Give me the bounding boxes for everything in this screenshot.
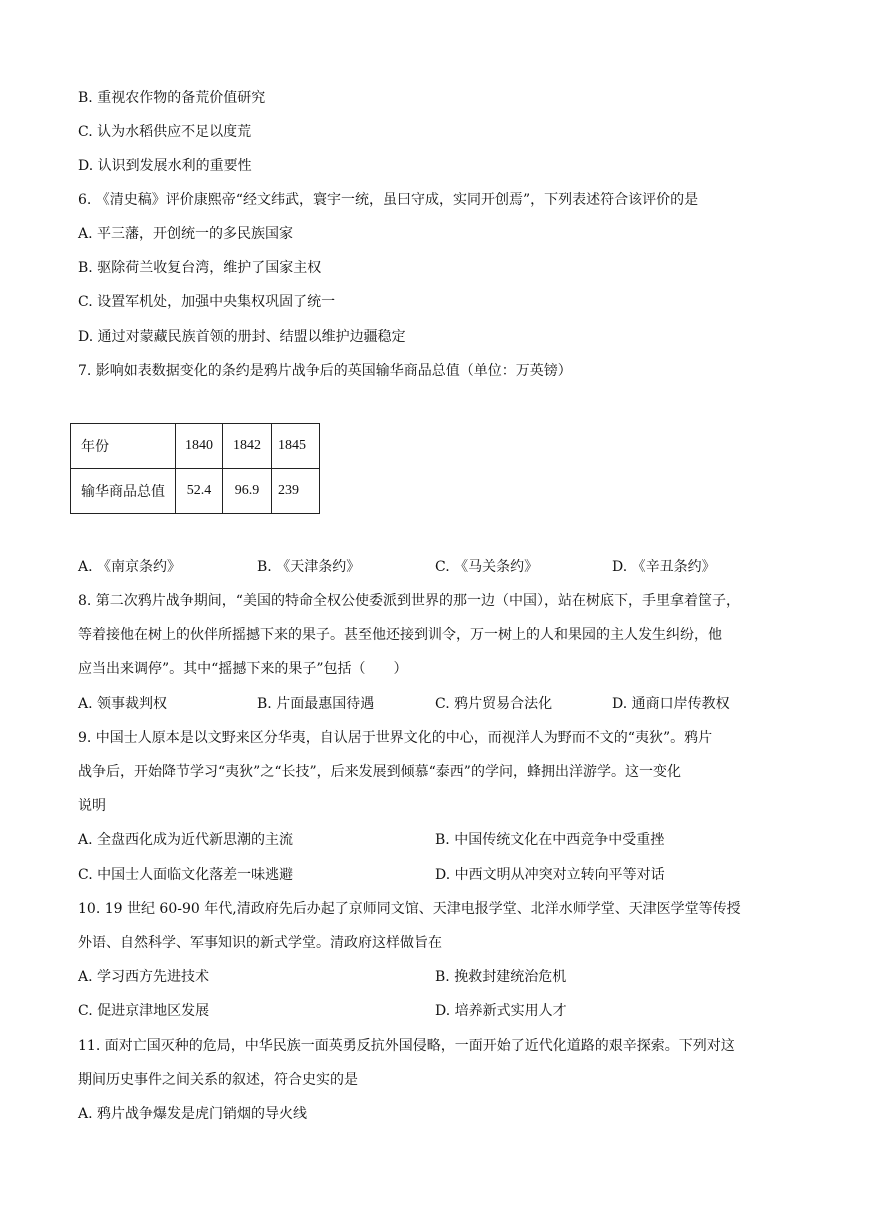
q9-option-c: C. 中国士人面临文化落差一味逃避: [78, 867, 294, 883]
q7-option-b: B. 《天津条约》: [257, 559, 361, 575]
q9-option-b: B. 中国传统文化在中西竞争中受重挫: [435, 832, 665, 848]
table-row: [71, 469, 320, 514]
q5-option-b: B. 重视农作物的备荒价值研究: [78, 90, 266, 106]
q9-option-a: A. 全盘西化成为近代新思潮的主流: [78, 832, 294, 848]
table-cell: 1845: [272, 424, 320, 469]
q11-stem-line-1: 11. 面对亡国灭种的危局，中华民族一面英勇反抗外国侵略，一面开始了近代化道路的艰辛探索。下列对这: [78, 1038, 735, 1054]
table-cell: 96.9: [223, 469, 272, 514]
q9-stem-line-1: 9. 中国士人原本是以文野来区分华夷，自认居于世界文化的中心，而视洋人为野而不文的“夷狄”。鸦片: [78, 730, 713, 746]
q10-option-d: D. 培养新式实用人才: [435, 1003, 567, 1019]
q11-stem-line-2: 期间历史事件之间关系的叙述，符合史实的是: [78, 1072, 358, 1088]
q6-stem: 6. 《清史稿》评价康熙帝“经文纬武，寰宇一统，虽曰守成，实同开创焉”，下列表述符合该评价的是: [78, 192, 699, 208]
table-cell: 239: [272, 469, 320, 514]
q5-option-d: D. 认识到发展水利的重要性: [78, 158, 252, 174]
q8-option-b: B. 片面最惠国待遇: [257, 696, 375, 712]
table-cell: 1842: [223, 424, 272, 469]
q8-stem-line-2: 等着接他在树上的伙伴所摇撼下来的果子。甚至他还接到训令，万一树上的人和果园的主人发生纠纷，他: [78, 627, 722, 643]
q8-stem-line-1: 8. 第二次鸦片战争期间，“美国的特命全权公使委派到世界的那一边（中国），站在树底下，手里拿着筐子，: [78, 593, 740, 609]
q6-option-d: D. 通过对蒙藏民族首领的册封、结盟以维护边疆稳定: [78, 329, 406, 345]
q9-stem-line-3: 说明: [78, 798, 106, 814]
q6-option-c: C. 设置军机处，加强中央集权巩固了统一: [78, 294, 336, 310]
q6-option-a: A. 平三藩，开创统一的多民族国家: [78, 226, 294, 242]
q6-option-b: B. 驱除荷兰收复台湾，维护了国家主权: [78, 260, 322, 276]
q7-data-table: [70, 423, 320, 514]
q7-option-a: A. 《南京条约》: [78, 559, 182, 575]
q5-option-c: C. 认为水稻供应不足以度荒: [78, 124, 252, 140]
table-cell: 52.4: [176, 469, 223, 514]
q8-option-c: C. 鸦片贸易合法化: [435, 696, 553, 712]
table-cell: 1840: [176, 424, 223, 469]
q8-option-a: A. 领事裁判权: [78, 696, 168, 712]
q9-option-d: D. 中西文明从冲突对立转向平等对话: [435, 867, 665, 883]
q11-option-a: A. 鸦片战争爆发是虎门销烟的导火线: [78, 1106, 308, 1122]
q7-stem: 7. 影响如表数据变化的条约是鸦片战争后的英国输华商品总值（单位：万英镑）: [78, 363, 572, 379]
q8-option-d: D. 通商口岸传教权: [612, 696, 730, 712]
table-row: [71, 424, 320, 469]
q7-option-d: D. 《辛丑条约》: [612, 559, 716, 575]
q7-option-c: C. 《马关条约》: [435, 559, 539, 575]
q9-stem-line-2: 战争后，开始降节学习“夷狄”之“长技”，后来发展到倾慕“泰西”的学问，蜂拥出洋游学。这一变化: [78, 764, 681, 780]
q10-option-a: A. 学习西方先进技术: [78, 969, 210, 985]
q8-stem-line-3: 应当出来调停”。其中“摇撼下来的果子”包括（ ）: [78, 661, 408, 677]
table-cell-year-header: 年份: [71, 424, 176, 469]
q10-option-c: C. 促进京津地区发展: [78, 1003, 210, 1019]
q10-option-b: B. 挽救封建统治危机: [435, 969, 567, 985]
q10-stem-line-1: 10. 19 世纪 60-90 年代,清政府先后办起了京师同文馆、天津电报学堂、北洋水师学堂、天津医学堂等传授: [78, 901, 741, 917]
table-cell-value-header: 输华商品总值: [71, 469, 176, 514]
q10-stem-line-2: 外语、自然科学、军事知识的新式学堂。清政府这样做旨在: [78, 935, 442, 951]
